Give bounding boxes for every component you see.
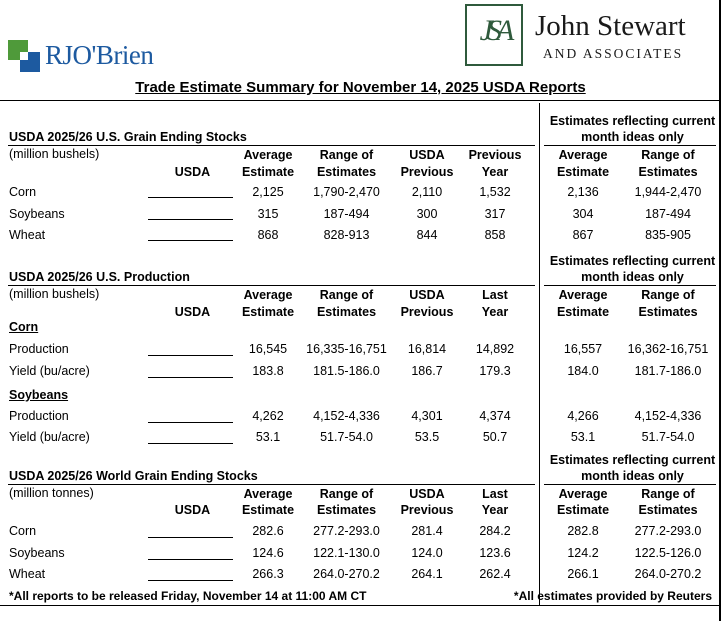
- col-r-avg-2: Estimate: [556, 305, 610, 319]
- cell-r-avg: 53.1: [570, 430, 596, 444]
- col-prev-1: USDA: [409, 148, 445, 162]
- cell-prev: 844: [416, 228, 438, 242]
- cell-last: 317: [484, 207, 506, 221]
- col-avg-1: Average: [243, 288, 293, 302]
- header-divider: [0, 100, 721, 101]
- col-avg-2: Estimate: [241, 165, 295, 179]
- section-rule: [8, 285, 535, 286]
- cell-r-range: 122.5-126.0: [634, 546, 702, 560]
- cell-avg: 2,125: [252, 185, 284, 199]
- usda-blank-field: [148, 377, 233, 378]
- cell-r-range: 264.0-270.2: [634, 567, 702, 581]
- cell-prev: 2,110: [411, 185, 443, 199]
- cell-range: 187-494: [323, 207, 370, 221]
- col-last-2: Year: [481, 503, 509, 517]
- cell-r-range: 277.2-293.0: [634, 524, 702, 538]
- col-range-2: Estimates: [316, 503, 377, 517]
- col-prev-2: Previous: [400, 305, 454, 319]
- cell-range: 1,790-2,470: [313, 185, 380, 199]
- col-r-avg-2: Estimate: [556, 165, 610, 179]
- col-r-avg-2: Estimate: [556, 503, 610, 517]
- col-avg-1: Average: [243, 148, 293, 162]
- subgroup-heading: Corn: [9, 320, 39, 334]
- cell-avg: 16,545: [248, 342, 288, 356]
- units-label: (million bushels): [9, 147, 100, 161]
- cell-r-range: 16,362-16,751: [627, 342, 709, 356]
- units-label: (million tonnes): [9, 486, 94, 500]
- section-rule: [8, 145, 535, 146]
- row-label: Yield (bu/acre): [9, 364, 90, 378]
- usda-blank-field: [148, 559, 233, 560]
- col-r-range-2: Estimates: [638, 165, 698, 179]
- col-range-1: Range of: [319, 288, 374, 302]
- col-r-avg-1: Average: [558, 487, 608, 501]
- col-usda: USDA: [174, 503, 211, 517]
- row-label: Production: [9, 342, 69, 356]
- section-title: USDA 2025/26 U.S. Production: [9, 270, 190, 284]
- section-title: USDA 2025/26 World Grain Ending Stocks: [9, 469, 258, 483]
- cell-prev: 16,814: [407, 342, 447, 356]
- col-range-2: Estimates: [316, 305, 377, 319]
- col-r-range-1: Range of: [641, 487, 695, 501]
- cell-avg: 124.6: [252, 546, 284, 560]
- cell-last: 284.2: [479, 524, 511, 538]
- col-usda: USDA: [174, 305, 211, 319]
- cell-range: 181.5-186.0: [313, 364, 380, 378]
- cell-r-avg: 16,557: [563, 342, 603, 356]
- jsa-logo: [465, 4, 721, 70]
- cell-r-range: 4,152-4,336: [634, 409, 702, 423]
- cell-last: 262.4: [479, 567, 511, 581]
- right-note-line1: Estimates reflecting current: [549, 114, 716, 128]
- usda-blank-field: [148, 422, 233, 423]
- section-rule-right: [544, 145, 716, 146]
- cell-avg: 183.8: [252, 364, 284, 378]
- footer-source-note: *All estimates provided by Reuters: [513, 589, 712, 603]
- cell-avg: 53.1: [255, 430, 281, 444]
- cell-prev: 53.5: [414, 430, 440, 444]
- rjo-logo-mark-icon: [8, 40, 40, 72]
- col-last-2: Year: [481, 305, 509, 319]
- row-label: Soybeans: [9, 207, 65, 221]
- cell-r-range: 181.7-186.0: [634, 364, 702, 378]
- cell-prev: 186.7: [411, 364, 443, 378]
- cell-r-range: 51.7-54.0: [641, 430, 695, 444]
- col-r-range-2: Estimates: [638, 503, 698, 517]
- usda-blank-field: [148, 240, 233, 241]
- col-r-avg-1: Average: [558, 148, 608, 162]
- col-prev-1: USDA: [409, 288, 445, 302]
- cell-r-avg: 2,136: [567, 185, 599, 199]
- row-label: Production: [9, 409, 69, 423]
- cell-last: 14,892: [475, 342, 515, 356]
- cell-r-range: 835-905: [645, 228, 691, 242]
- usda-blank-field: [148, 219, 233, 220]
- footer-release-note: *All reports to be released Friday, November 14 at 11:00 AM CT: [9, 589, 367, 603]
- column-divider: [539, 103, 540, 606]
- row-label: Wheat: [9, 567, 46, 581]
- col-range-1: Range of: [319, 148, 374, 162]
- jsa-monogram-box: [465, 4, 523, 66]
- col-prev-1: USDA: [409, 487, 445, 501]
- units-label: (million bushels): [9, 287, 100, 301]
- section-rule-right: [544, 484, 716, 485]
- row-label: Wheat: [9, 228, 46, 242]
- cell-avg: 868: [257, 228, 279, 242]
- col-prev-2: Previous: [400, 503, 454, 517]
- cell-last: 179.3: [479, 364, 511, 378]
- col-r-range-1: Range of: [641, 288, 695, 302]
- cell-last: 4,374: [479, 409, 511, 423]
- col-r-range-1: Range of: [641, 148, 695, 162]
- right-note-line2: month ideas only: [581, 270, 684, 284]
- right-note-line2: month ideas only: [581, 130, 684, 144]
- col-avg-2: Estimate: [241, 305, 295, 319]
- cell-prev: 300: [416, 207, 438, 221]
- cell-r-avg: 184.0: [567, 364, 599, 378]
- col-prev-2: Previous: [400, 165, 454, 179]
- usda-blank-field: [148, 355, 233, 356]
- col-r-range-2: Estimates: [638, 305, 698, 319]
- cell-range: 264.0-270.2: [313, 567, 380, 581]
- usda-blank-field: [148, 197, 233, 198]
- col-last-1: Last: [482, 288, 508, 302]
- cell-prev: 281.4: [411, 524, 443, 538]
- row-label: Corn: [9, 185, 37, 199]
- cell-range: 122.1-130.0: [313, 546, 380, 560]
- col-usda: USDA: [174, 165, 211, 179]
- cell-r-avg: 124.2: [567, 546, 599, 560]
- row-label: Corn: [9, 524, 37, 538]
- cell-last: 1,532: [479, 185, 511, 199]
- right-note-line1: Estimates reflecting current: [549, 453, 716, 467]
- cell-range: 828-913: [323, 228, 370, 242]
- jsa-monogram: JSA: [479, 14, 509, 47]
- cell-r-avg: 4,266: [567, 409, 599, 423]
- subgroup-heading: Soybeans: [9, 388, 69, 402]
- col-last-1: Previous: [468, 148, 522, 162]
- col-range-1: Range of: [319, 487, 374, 501]
- usda-blank-field: [148, 580, 233, 581]
- rjo-logo-text: RJO'Brien: [45, 40, 154, 70]
- cell-last: 123.6: [479, 546, 511, 560]
- cell-range: 16,335-16,751: [306, 342, 387, 356]
- jsa-sub: AND ASSOCIATES: [543, 46, 684, 61]
- cell-prev: 124.0: [411, 546, 443, 560]
- footer-divider: [0, 605, 721, 606]
- cell-range: 4,152-4,336: [313, 409, 380, 423]
- col-last-1: Last: [482, 487, 508, 501]
- section-rule: [8, 484, 535, 485]
- usda-blank-field: [148, 537, 233, 538]
- cell-prev: 264.1: [411, 567, 443, 581]
- cell-r-range: 1,944-2,470: [634, 185, 702, 199]
- row-label: Soybeans: [9, 546, 65, 560]
- cell-avg: 266.3: [252, 567, 284, 581]
- cell-r-avg: 282.8: [567, 524, 599, 538]
- cell-avg: 282.6: [252, 524, 284, 538]
- right-note-line1: Estimates reflecting current: [549, 254, 716, 268]
- col-r-avg-1: Average: [558, 288, 608, 302]
- section-rule-right: [544, 285, 716, 286]
- cell-r-avg: 867: [572, 228, 594, 242]
- cell-avg: 4,262: [252, 409, 284, 423]
- rjo-logo: [8, 38, 188, 78]
- jsa-name: John Stewart: [535, 10, 686, 42]
- cell-prev: 4,301: [411, 409, 443, 423]
- col-avg-1: Average: [243, 487, 293, 501]
- cell-r-avg: 266.1: [567, 567, 599, 581]
- cell-r-range: 187-494: [645, 207, 691, 221]
- col-avg-2: Estimate: [241, 503, 295, 517]
- col-last-2: Year: [481, 165, 509, 179]
- usda-blank-field: [148, 443, 233, 444]
- page-title: Trade Estimate Summary for November 14, 2025 USDA Reports: [135, 79, 586, 96]
- cell-r-avg: 304: [572, 207, 594, 221]
- row-label: Yield (bu/acre): [9, 430, 90, 444]
- cell-last: 858: [484, 228, 506, 242]
- col-range-2: Estimates: [316, 165, 377, 179]
- section-title: USDA 2025/26 U.S. Grain Ending Stocks: [9, 130, 247, 144]
- cell-avg: 315: [257, 207, 279, 221]
- cell-range: 51.7-54.0: [320, 430, 373, 444]
- cell-range: 277.2-293.0: [313, 524, 380, 538]
- right-note-line2: month ideas only: [581, 469, 684, 483]
- cell-last: 50.7: [482, 430, 508, 444]
